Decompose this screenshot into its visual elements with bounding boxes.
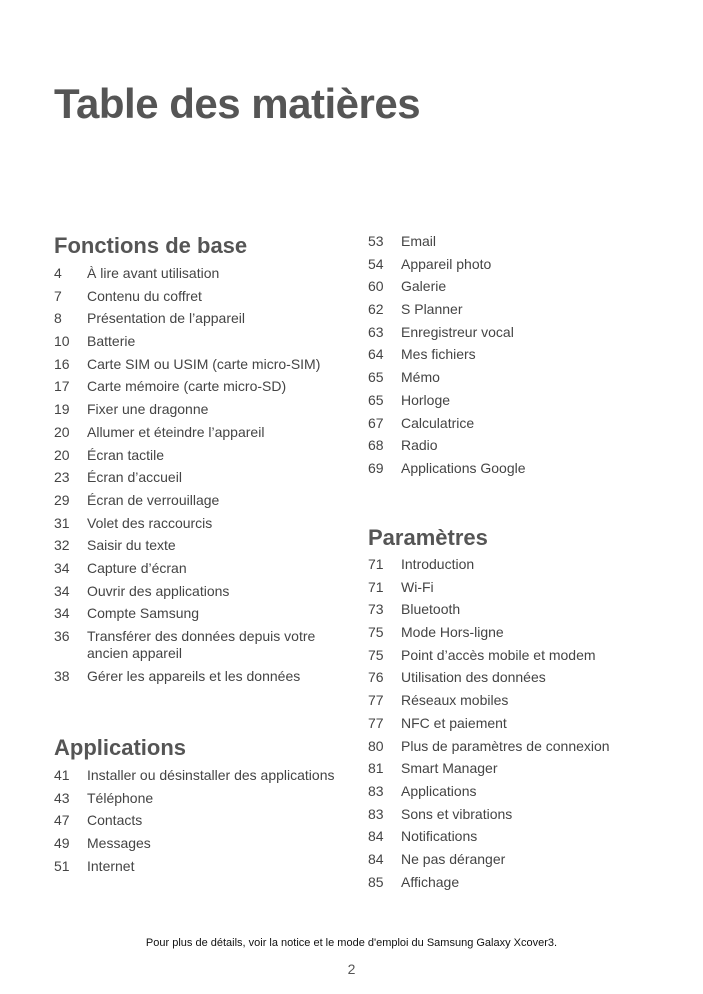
- toc-entry-label: Bluetooth: [401, 601, 461, 618]
- toc-page-number: 77: [368, 714, 384, 731]
- toc-entry[interactable]: [368, 256, 668, 279]
- toc-page-number: 85: [368, 873, 384, 890]
- toc-entry[interactable]: [368, 392, 668, 415]
- toc-entry-label: Wi-Fi: [401, 578, 434, 595]
- toc-entry[interactable]: [54, 668, 354, 691]
- toc-entry[interactable]: [368, 346, 668, 369]
- toc-entry[interactable]: [368, 301, 668, 324]
- toc-entry-label: Mes fichiers: [401, 346, 476, 363]
- toc-entry-label: Plus de paramètres de connexion: [401, 737, 610, 754]
- toc-page-number: 31: [54, 514, 70, 531]
- toc-entry[interactable]: [54, 469, 354, 492]
- toc-page-number: 10: [54, 333, 70, 350]
- toc-page-number: 36: [54, 628, 70, 644]
- toc-page-number: 38: [54, 668, 70, 684]
- toc-entry-label: Applications: [401, 782, 477, 799]
- toc-page-number: 32: [54, 537, 70, 554]
- toc-entry-label: Contacts: [87, 812, 143, 829]
- toc-entry[interactable]: [368, 415, 668, 438]
- toc-page-number: 76: [368, 669, 384, 686]
- toc-entry[interactable]: [54, 790, 354, 813]
- toc-entry[interactable]: [368, 692, 668, 715]
- toc-entry-label: Gérer les appareils et les données: [87, 668, 301, 684]
- toc-list: [54, 265, 354, 691]
- toc-page-number: 53: [368, 233, 384, 249]
- toc-entry-label: Mémo: [401, 369, 440, 386]
- toc-entry-label: Sons et vibrations: [401, 805, 513, 822]
- toc-page-number: 19: [54, 401, 70, 418]
- toc-page-number: 23: [54, 469, 70, 486]
- toc-page-number: 29: [54, 491, 70, 508]
- toc-entry[interactable]: [368, 760, 668, 783]
- toc-entry-label: Calculatrice: [401, 414, 475, 431]
- toc-entry-label: Transférer des données depuis votre ancien appareil: [87, 628, 316, 661]
- toc-entry-label: Volet des raccourcis: [87, 514, 213, 531]
- section-fonctions-de-base: [54, 232, 354, 691]
- toc-entry[interactable]: [368, 324, 668, 347]
- toc-page-number: 17: [54, 378, 70, 395]
- toc-entry-label: Carte mémoire (carte micro-SD): [87, 378, 287, 395]
- toc-entry[interactable]: [368, 579, 668, 602]
- section-heading: Applications: [54, 735, 187, 760]
- toc-entry-label: Horloge: [401, 391, 451, 408]
- toc-page-number: 65: [368, 369, 384, 386]
- toc-page-number: 64: [368, 346, 384, 363]
- toc-page-number: 73: [368, 601, 384, 618]
- toc-entry[interactable]: [54, 378, 354, 401]
- toc-entry[interactable]: [368, 715, 668, 738]
- toc-entry[interactable]: [54, 265, 354, 288]
- toc-entry[interactable]: [368, 460, 668, 483]
- toc-page-number: 62: [368, 301, 384, 318]
- toc-entry[interactable]: [54, 560, 354, 583]
- toc-page-number: 71: [368, 556, 384, 572]
- toc-entry-label: Point d’accès mobile et modem: [401, 646, 596, 663]
- toc-entry-label: Écran d’accueil: [87, 469, 182, 486]
- toc-entry-label: Introduction: [401, 556, 475, 572]
- toc-entry-label: Contenu du coffret: [87, 287, 202, 304]
- section-parametres: [368, 524, 668, 896]
- toc-page-number: 54: [368, 255, 384, 272]
- toc-entry[interactable]: [368, 851, 668, 874]
- toc-entry[interactable]: [54, 492, 354, 515]
- toc-list: [368, 233, 668, 483]
- toc-page-number: 75: [368, 624, 384, 641]
- toc-page-number: 67: [368, 414, 384, 431]
- toc-entry[interactable]: [368, 647, 668, 670]
- toc-entry[interactable]: [368, 624, 668, 647]
- toc-entry-label: Allumer et éteindre l’appareil: [87, 423, 265, 440]
- toc-entry[interactable]: [368, 828, 668, 851]
- toc-list: [368, 556, 668, 896]
- toc-page-number: 7: [54, 287, 62, 304]
- toc-page-number: 75: [368, 646, 384, 663]
- toc-page-number: 43: [54, 789, 70, 806]
- section-applications-continued: [368, 233, 668, 483]
- toc-entry-label: Galerie: [401, 278, 447, 295]
- toc-entry[interactable]: [368, 233, 668, 256]
- toc-entry[interactable]: [368, 669, 668, 692]
- toc-entry[interactable]: [54, 605, 354, 628]
- toc-entry[interactable]: [54, 447, 354, 470]
- toc-entry[interactable]: [368, 783, 668, 806]
- toc-page-number: 47: [54, 812, 70, 829]
- toc-page-number: 77: [368, 692, 384, 709]
- toc-entry[interactable]: [54, 583, 354, 606]
- toc-entry-label: Réseaux mobiles: [401, 692, 509, 709]
- toc-entry[interactable]: [368, 806, 668, 829]
- toc-entry-label: Fixer une dragonne: [87, 401, 209, 418]
- toc-entry-label: Téléphone: [87, 789, 154, 806]
- toc-entry-label: Capture d’écran: [87, 559, 187, 576]
- toc-entry-label: Carte SIM ou USIM (carte micro-SIM): [87, 355, 321, 372]
- toc-entry[interactable]: [54, 424, 354, 447]
- toc-page-number: 16: [54, 355, 70, 372]
- toc-entry[interactable]: [54, 537, 354, 560]
- toc-page-number: 41: [54, 767, 70, 783]
- toc-page-number: 34: [54, 582, 70, 599]
- toc-entry-label: Batterie: [87, 333, 136, 350]
- toc-page-number: 4: [54, 265, 62, 281]
- page-title: Table des matières: [54, 80, 421, 127]
- toc-entry-label: Écran de verrouillage: [87, 491, 220, 508]
- toc-entry[interactable]: [54, 835, 354, 858]
- toc-entry[interactable]: [368, 556, 668, 579]
- toc-page-number: 20: [54, 446, 70, 463]
- toc-entry[interactable]: [54, 310, 354, 333]
- toc-page-number: 68: [368, 437, 384, 454]
- toc-entry-label: Radio: [401, 437, 438, 454]
- toc-entry-label: Ne pas déranger: [401, 850, 506, 867]
- toc-page-number: 84: [368, 828, 384, 845]
- toc-page-number: 65: [368, 391, 384, 408]
- toc-page-number: 20: [54, 423, 70, 440]
- toc-entry[interactable]: [54, 401, 354, 424]
- toc-entry-label: Messages: [87, 835, 151, 852]
- toc-entry-label: Compte Samsung: [87, 605, 200, 622]
- toc-entry[interactable]: [368, 874, 668, 897]
- toc-entry[interactable]: [368, 738, 668, 761]
- section-heading: Paramètres: [368, 525, 488, 550]
- toc-entry-label: Mode Hors-ligne: [401, 624, 504, 641]
- toc-entry-label: Présentation de l’appareil: [87, 310, 245, 327]
- toc-entry-label: Internet: [87, 857, 135, 874]
- toc-page-number: 80: [368, 737, 384, 754]
- toc-entry[interactable]: [54, 812, 354, 835]
- toc-entry-label: S Planner: [401, 301, 463, 318]
- toc-entry[interactable]: [368, 278, 668, 301]
- toc-page-number: 71: [368, 578, 384, 595]
- toc-entry[interactable]: [368, 437, 668, 460]
- toc-entry[interactable]: [368, 369, 668, 392]
- toc-page-number: 84: [368, 850, 384, 867]
- section-applications: [54, 734, 354, 880]
- toc-page-number: 63: [368, 323, 384, 340]
- toc-entry[interactable]: [54, 515, 354, 538]
- toc-entry[interactable]: [54, 858, 354, 881]
- toc-entry-label: À lire avant utilisation: [87, 265, 220, 281]
- toc-entry[interactable]: [368, 601, 668, 624]
- toc-page-number: 81: [368, 760, 384, 777]
- toc-entry-label: Écran tactile: [87, 446, 165, 463]
- toc-entry[interactable]: [54, 767, 354, 790]
- toc-entry-label: Email: [401, 233, 437, 249]
- toc-page-number: 34: [54, 605, 70, 622]
- footer-note: Pour plus de détails, voir la notice et le mode d'emploi du Samsung Galaxy Xcover3.: [145, 937, 558, 949]
- toc-entry-label: Installer ou désinstaller des applications: [87, 767, 335, 783]
- toc-page-number: 83: [368, 782, 384, 799]
- toc-page-number: 69: [368, 459, 384, 476]
- page-number: 2: [347, 961, 356, 977]
- toc-entry[interactable]: [54, 628, 354, 668]
- toc-entry-label: Saisir du texte: [87, 537, 176, 554]
- toc-page-number: 51: [54, 857, 70, 874]
- toc-entry[interactable]: [54, 356, 354, 379]
- toc-entry-label: NFC et paiement: [401, 714, 507, 731]
- toc-entry-label: Utilisation des données: [401, 669, 546, 686]
- toc-page-number: 60: [368, 278, 384, 295]
- toc-page-number: 8: [54, 310, 62, 327]
- toc-entry-label: Enregistreur vocal: [401, 323, 514, 340]
- toc-page-number: 49: [54, 835, 70, 852]
- toc-entry[interactable]: [54, 333, 354, 356]
- toc-entry-label: Appareil photo: [401, 255, 492, 272]
- toc-entry-label: Affichage: [401, 873, 460, 890]
- toc-entry-label: Smart Manager: [401, 760, 498, 777]
- toc-page-number: 83: [368, 805, 384, 822]
- toc-page-number: 34: [54, 559, 70, 576]
- toc-entry-label: Applications Google: [401, 459, 526, 476]
- toc-entry-label: Ouvrir des applications: [87, 582, 230, 599]
- section-heading: Fonctions de base: [54, 233, 248, 258]
- toc-list: [54, 767, 354, 880]
- toc-entry[interactable]: [54, 288, 354, 311]
- toc-entry-label: Notifications: [401, 828, 478, 845]
